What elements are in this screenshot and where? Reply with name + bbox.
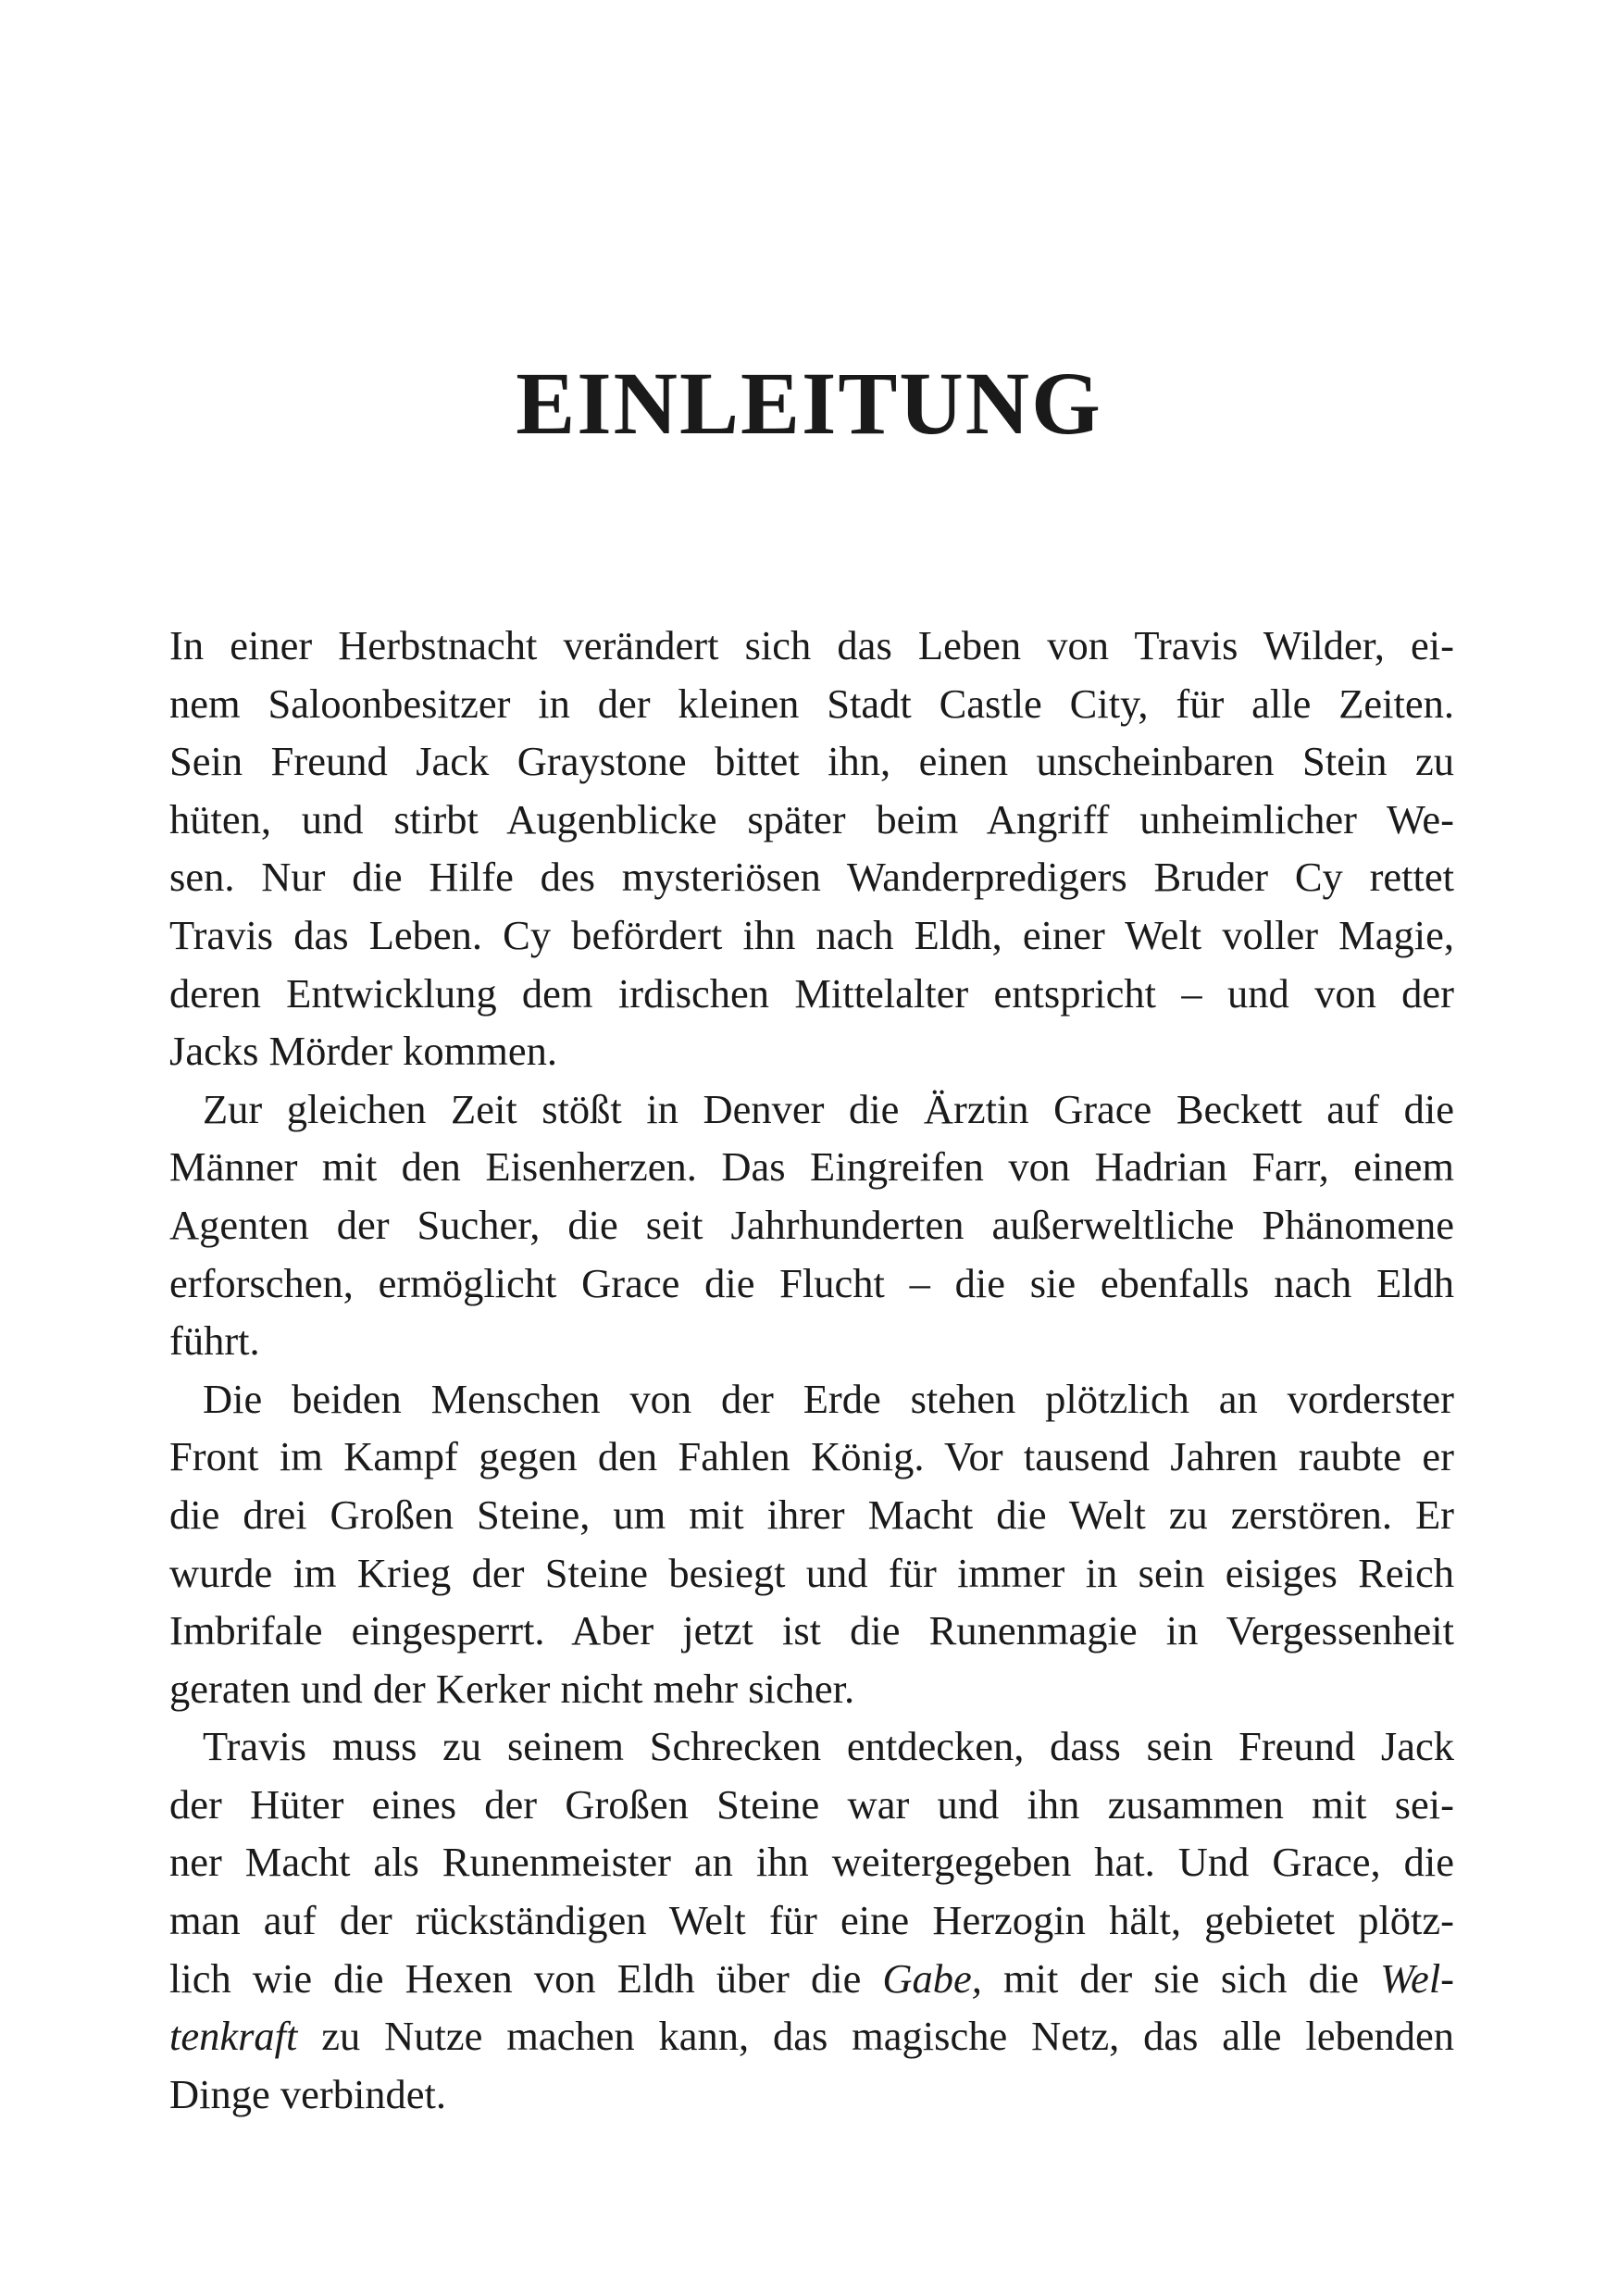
chapter-title: EINLEITUNG: [516, 354, 1102, 453]
text-line: führt.: [169, 1317, 260, 1365]
text-line: Zur gleichen Zeit stößt in Denver die Ärztin Grace Beckett auf die: [203, 1085, 1454, 1132]
paragraph-4: [169, 1717, 1454, 2123]
text-line: Front im Kampf gegen den Fahlen König. Vor tausend Jahren raubte er: [169, 1433, 1454, 1480]
text-line: nem Saloonbesitzer in der kleinen Stadt Castle City, für alle Zeiten.: [169, 680, 1454, 727]
text-line: erforschen, ermöglicht Grace die Flucht – die sie ebenfalls nach Eldh: [169, 1259, 1454, 1306]
emphasis-weltenkraft-start: Wel-: [1380, 1954, 1454, 2002]
text-line: Die beiden Menschen von der Erde stehen plötzlich an vorderster: [203, 1375, 1454, 1422]
text-line: Travis das Leben. Cy befördert ihn nach Eldh, einer Welt voller Magie,: [169, 911, 1454, 958]
text-run: lich wie die Hexen von Eldh über die: [169, 1954, 883, 2002]
paragraph-1: [169, 617, 1454, 1080]
text-line: die drei Großen Steine, um mit ihrer Macht die Welt zu zerstören. Er: [169, 1491, 1454, 1538]
text-run: zu Nutze machen kann, das magische Netz, das alle lebenden: [297, 2013, 1454, 2060]
text-line: [169, 2007, 1454, 2065]
text-line: geraten und der Kerker nicht mehr sicher.: [169, 1665, 855, 1712]
text-line: Sein Freund Jack Graystone bittet ihn, einen unscheinbaren Stein zu: [169, 738, 1454, 785]
text-line: deren Entwicklung dem irdischen Mittelalter entspricht – und von der: [169, 969, 1454, 1017]
text-line: Travis muss zu seinem Schrecken entdecken, dass sein Freund Jack: [203, 1723, 1454, 1770]
body-text: [169, 617, 1454, 2123]
emphasis-gabe: Gabe,: [882, 1954, 982, 2002]
text-line: Agenten der Sucher, die seit Jahrhunderten außerweltliche Phänomene: [169, 1201, 1454, 1248]
text-line: [169, 1950, 1454, 2008]
text-line: wurde im Krieg der Steine besiegt und für immer in sein eisiges Reich: [169, 1549, 1454, 1596]
text-line: der Hüter eines der Großen Steine war und ihn zusammen mit sei-: [169, 1780, 1454, 1828]
paragraph-2: [169, 1080, 1454, 1370]
text-line: Dinge verbindet.: [169, 2070, 447, 2117]
text-line: ner Macht als Runenmeister an ihn weitergegeben hat. Und Grace, die: [169, 1839, 1454, 1886]
paragraph-3: [169, 1370, 1454, 1718]
text-line: Jacks Mörder kommen.: [169, 1028, 557, 1075]
text-line: Imbrifale eingesperrt. Aber jetzt ist die Runenmagie in Vergessenheit: [169, 1607, 1454, 1654]
text-line: sen. Nur die Hilfe des mysteriösen Wanderpredigers Bruder Cy rettet: [169, 854, 1454, 901]
text-run: mit der sie sich die: [981, 1954, 1381, 2002]
emphasis-weltenkraft-end: tenkraft: [169, 2013, 298, 2060]
text-line: In einer Herbstnacht verändert sich das Leben von Travis Wilder, ei-: [169, 622, 1454, 668]
text-line: Männer mit den Eisenherzen. Das Eingreifen von Hadrian Farr, einem: [169, 1143, 1454, 1191]
text-line: man auf der rückständigen Welt für eine Herzogin hält, gebietet plötz-: [169, 1897, 1454, 1944]
text-line: hüten, und stirbt Augenblicke später beim Angriff unheimlicher We-: [169, 795, 1454, 842]
